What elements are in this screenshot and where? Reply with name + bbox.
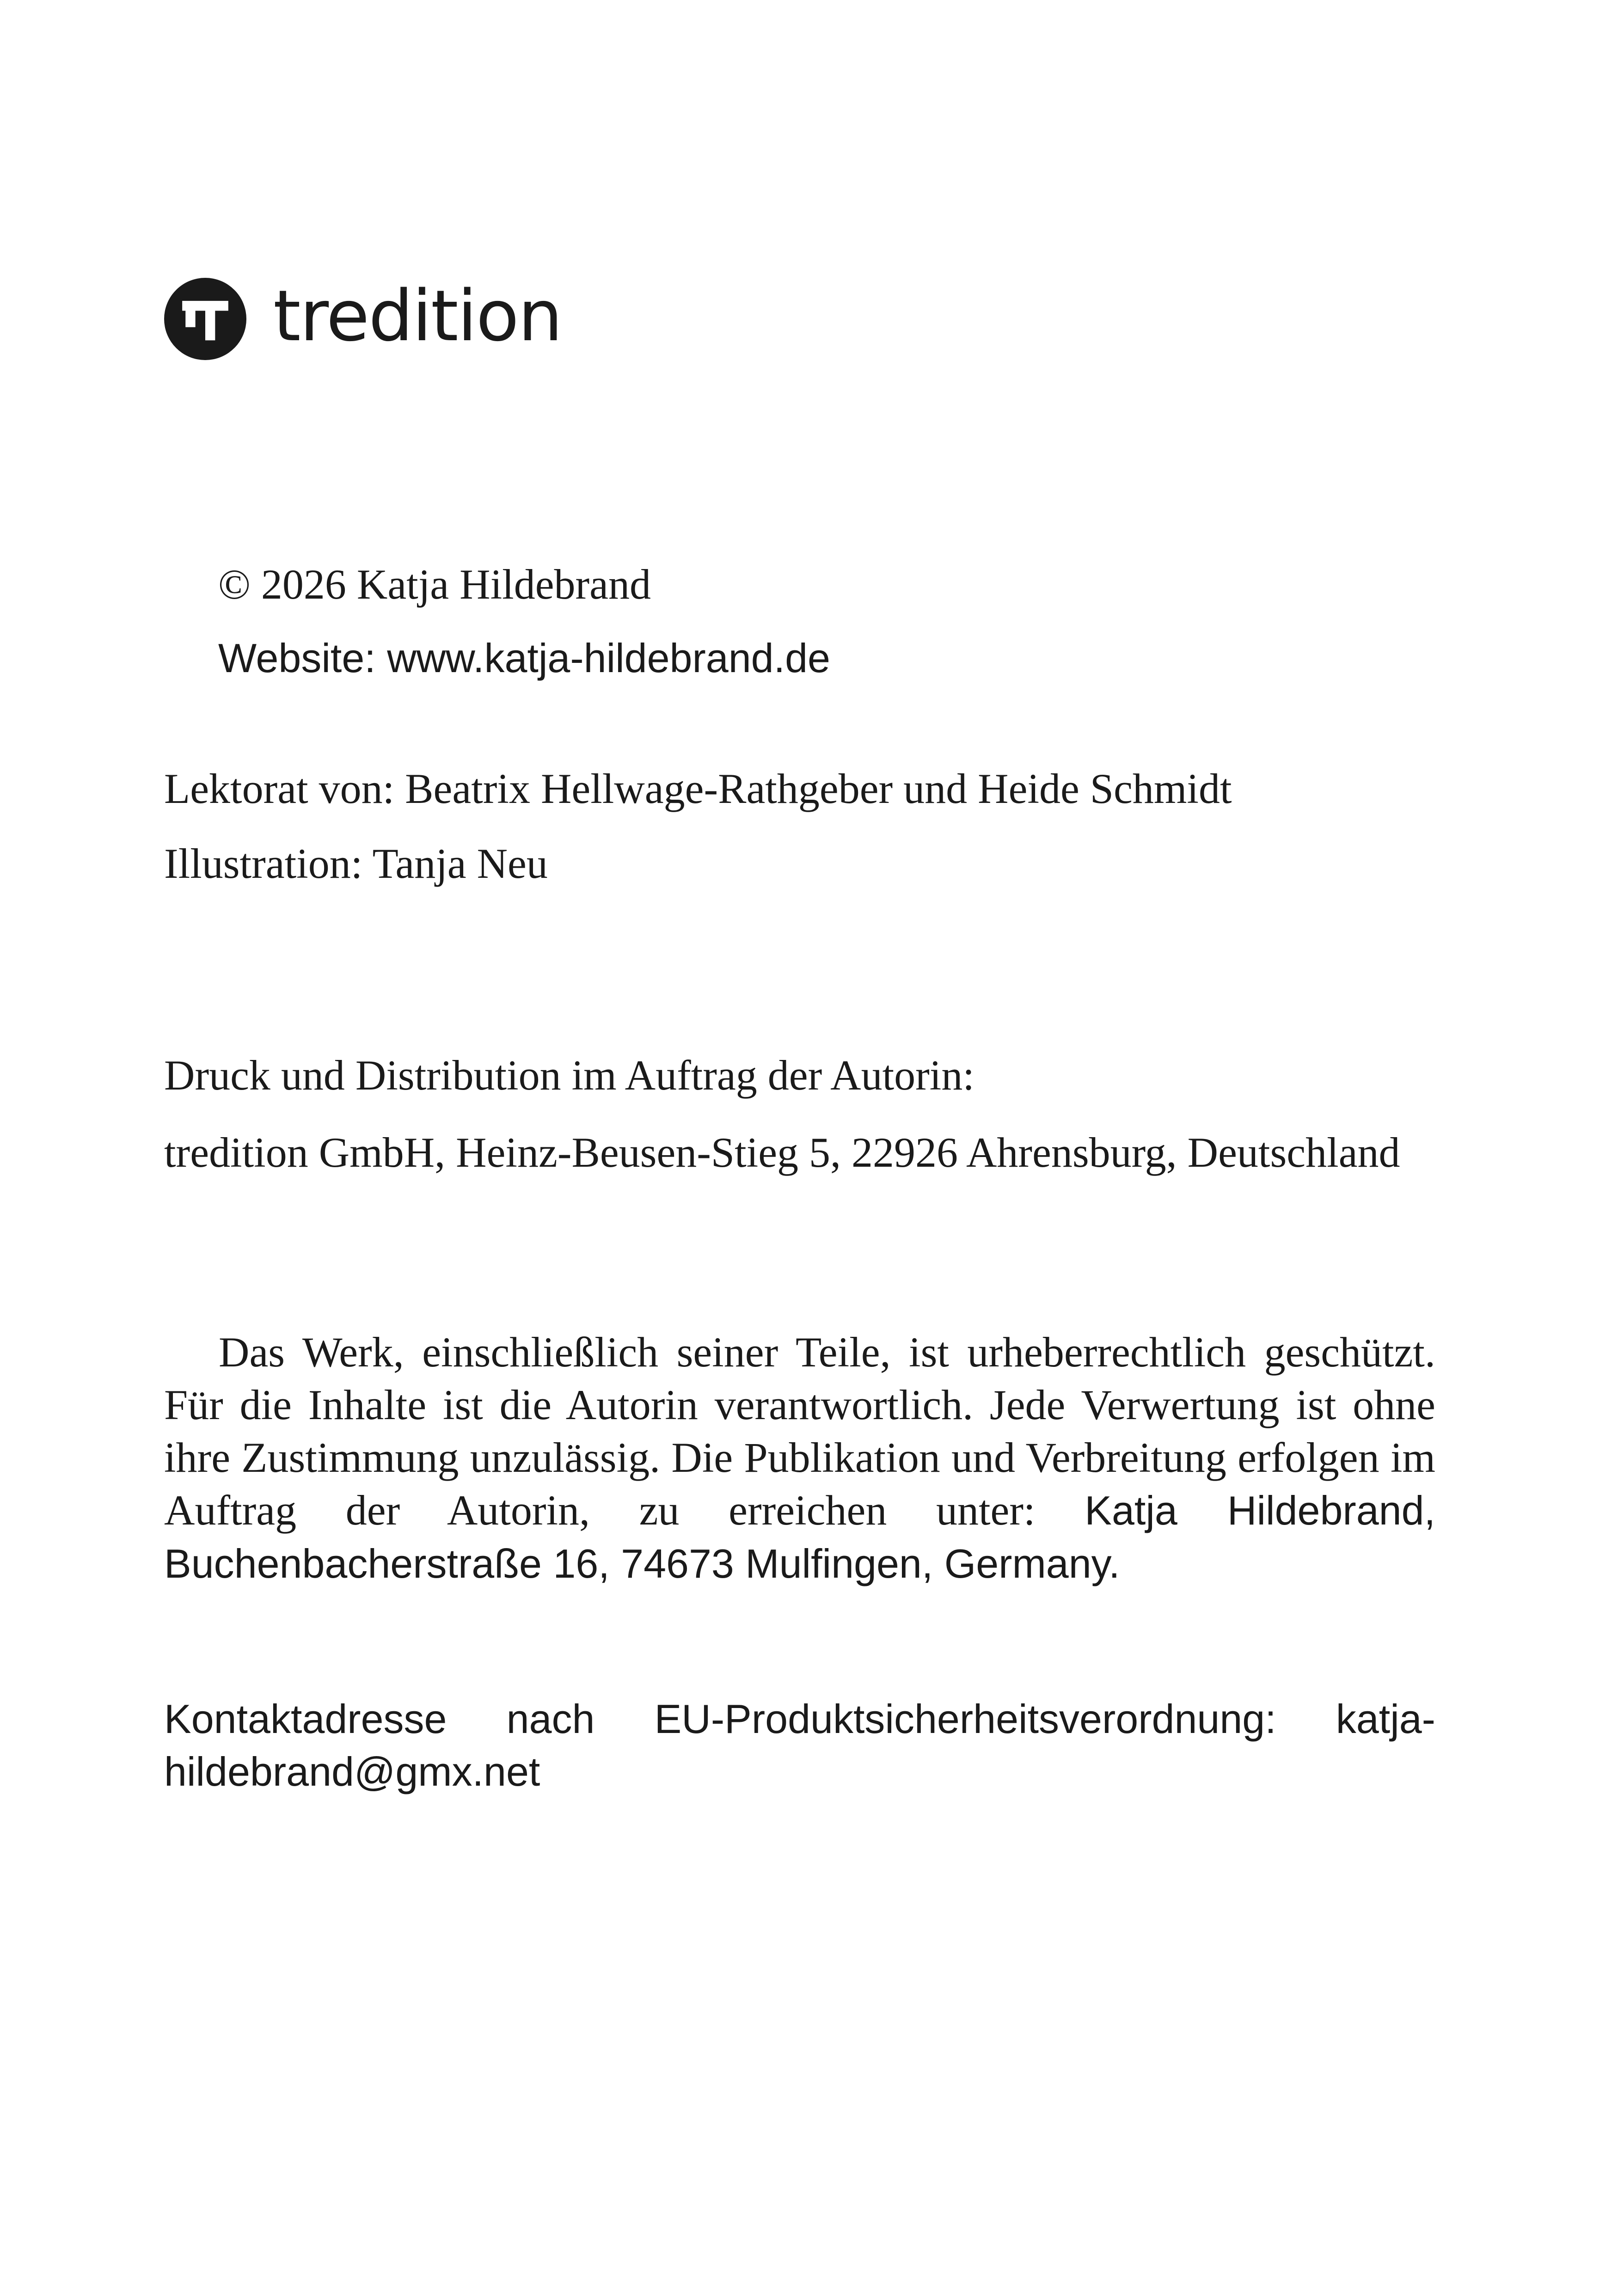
illustration-credit: Illustration: Tanja Neu	[164, 840, 548, 887]
publisher-logo	[164, 277, 562, 361]
legal-text: Das Werk, einschließlich seiner Teile, ist urheberrechtlich geschützt. Für die Inhalte ist die Autorin verantwortlich. Jede Verwertung ist ohne ihre Zustimmung unzulässig. Die Publikation und Verbreitung erfolgen im Auftrag der Autorin, zu erreichen unter:	[164, 1329, 1435, 1534]
website-line: Website: www.katja-hildebrand.de	[218, 635, 830, 681]
copyright-line: © 2026 Katja Hildebrand	[218, 561, 651, 608]
publisher-logo-text: tredition	[273, 275, 562, 357]
distribution-heading: Druck und Distribution im Auftrag der Autorin:	[164, 1052, 974, 1099]
legal-paragraph	[164, 1326, 1435, 1590]
editing-credit: Lektorat von: Beatrix Hellwage-Rathgeber und Heide Schmidt	[164, 765, 1232, 812]
author-address: Katja Hildebrand, Buchenbacherstraße 16, 74673 Mulfingen, Germany.	[164, 1488, 1435, 1586]
contact-address: Kontaktadresse nach EU-Produktsicherheitsverordnung: katja-hildebrand@gmx.net	[164, 1696, 1435, 1794]
tredition-logo-icon	[164, 278, 246, 360]
distribution-address: tredition GmbH, Heinz-Beusen-Stieg 5, 22926 Ahrensburg, Deutschland	[164, 1129, 1400, 1176]
